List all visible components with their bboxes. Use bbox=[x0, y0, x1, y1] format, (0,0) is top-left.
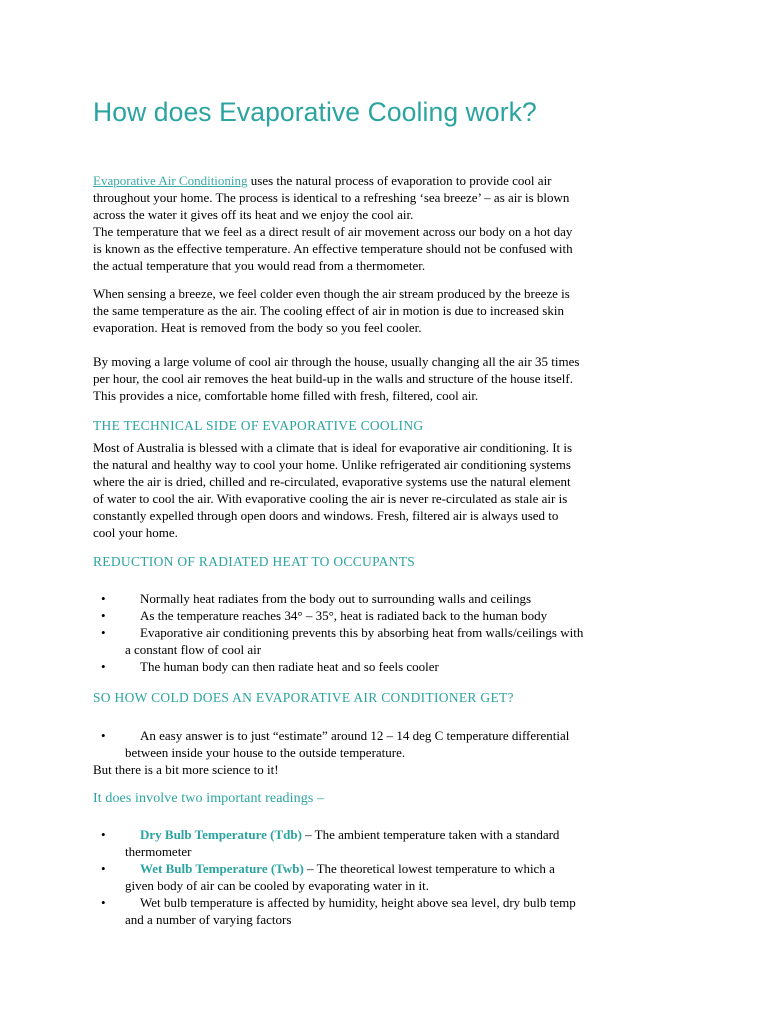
intro-line: The temperature that we feel as a direct result of air movement across our body on a hot day bbox=[93, 224, 573, 239]
how-cold-heading: SO HOW COLD DOES AN EVAPORATIVE AIR CONDITIONER GET? bbox=[93, 690, 514, 705]
technical-line: of water to cool the air. With evaporative cooling the air is never re-circulated as stale air is bbox=[93, 491, 568, 506]
wet-bulb-desc: – The theoretical lowest temperature to which a bbox=[303, 861, 555, 876]
radiated-heading: REDUCTION OF RADIATED HEAT TO OCCUPANTS bbox=[93, 554, 416, 569]
intro-line: is known as the effective temperature. An effective temperature should not be confused with bbox=[93, 241, 573, 256]
evaporative-ac-link[interactable]: Evaporative Air Conditioning bbox=[93, 173, 248, 188]
dry-bulb-desc: – The ambient temperature taken with a standard bbox=[301, 827, 560, 842]
bullet-icon: • bbox=[101, 827, 106, 842]
page-title: How does Evaporative Cooling work? bbox=[93, 97, 537, 127]
technical-line: the natural and healthy way to cool your home. Unlike refrigerated air conditioning systems bbox=[93, 457, 571, 472]
list-item bbox=[93, 826, 693, 860]
technical-line: where the air is dried, chilled and re-circulated, evaporative systems use the natural element bbox=[93, 474, 571, 489]
intro-line: across the water it gives off its heat and we enjoy the cool air. bbox=[93, 207, 414, 222]
bullet-text-continued: thermometer bbox=[125, 844, 192, 859]
bullet-icon: • bbox=[101, 608, 106, 623]
bullet-text bbox=[93, 826, 693, 843]
bullet-icon: • bbox=[101, 861, 106, 876]
readings-list bbox=[93, 826, 693, 928]
bullet-text: As the temperature reaches 34° – 35°, heat is radiated back to the human body bbox=[140, 608, 548, 623]
technical-heading: THE TECHNICAL SIDE OF EVAPORATIVE COOLING bbox=[93, 418, 424, 433]
bullet-icon: • bbox=[101, 728, 106, 743]
moving-line: By moving a large volume of cool air through the house, usually changing all the air 35 times bbox=[93, 354, 580, 369]
bullet-icon: • bbox=[101, 591, 106, 606]
technical-line: constantly expelled through open doors and windows. Fresh, filtered air is always used to bbox=[93, 508, 559, 523]
breeze-paragraph bbox=[93, 285, 683, 336]
list-item bbox=[93, 607, 693, 624]
intro-line: the actual temperature that you would read from a thermometer. bbox=[93, 258, 426, 273]
bullet-text: Evaporative air conditioning prevents this by absorbing heat from walls/ceilings with bbox=[140, 625, 584, 640]
breeze-line: the same temperature as the air. The cooling effect of air in motion is due to increased skin bbox=[93, 303, 564, 318]
wet-bulb-term: Wet Bulb Temperature (Twb) bbox=[140, 861, 304, 876]
list-item bbox=[93, 590, 693, 607]
bullet-text bbox=[93, 860, 693, 877]
bullet-text: Wet bulb temperature is affected by humidity, height above sea level, dry bulb temp bbox=[140, 895, 576, 910]
intro-line bbox=[93, 172, 683, 189]
bullet-text-continued: a constant flow of cool air bbox=[125, 642, 262, 657]
list-item bbox=[93, 727, 693, 761]
moving-air-paragraph bbox=[93, 353, 683, 404]
radiated-list bbox=[93, 590, 693, 675]
intro-paragraph bbox=[93, 172, 683, 274]
readings-heading: It does involve two important readings – bbox=[93, 791, 325, 806]
bullet-icon: • bbox=[101, 625, 106, 640]
science-line: But there is a bit more science to it! bbox=[93, 762, 279, 777]
list-item bbox=[93, 894, 693, 928]
breeze-line: evaporation. Heat is removed from the body so you feel cooler. bbox=[93, 320, 422, 335]
intro-line-text: uses the natural process of evaporation to provide cool air bbox=[247, 173, 552, 188]
bullet-text: An easy answer is to just “estimate” around 12 – 14 deg C temperature differential bbox=[140, 728, 570, 743]
moving-line: per hour, the cool air removes the heat build-up in the walls and structure of the house itself. bbox=[93, 371, 573, 386]
breeze-line: When sensing a breeze, we feel colder even though the air stream produced by the breeze is bbox=[93, 286, 570, 301]
list-item bbox=[93, 624, 693, 658]
how-cold-list bbox=[93, 727, 693, 761]
bullet-text-continued: between inside your house to the outside temperature. bbox=[125, 745, 406, 760]
bullet-text: Normally heat radiates from the body out to surrounding walls and ceilings bbox=[140, 591, 531, 606]
technical-line: cool your home. bbox=[93, 525, 178, 540]
moving-line: This provides a nice, comfortable home filled with fresh, filtered, cool air. bbox=[93, 388, 479, 403]
bullet-text-continued: and a number of varying factors bbox=[125, 912, 292, 927]
science-note bbox=[93, 761, 683, 778]
bullet-icon: • bbox=[101, 895, 106, 910]
technical-line: Most of Australia is blessed with a climate that is ideal for evaporative air conditioning. It is bbox=[93, 440, 573, 455]
intro-line: throughout your home. The process is identical to a refreshing ‘sea breeze’ – as air is blown bbox=[93, 190, 570, 205]
list-item bbox=[93, 860, 693, 894]
technical-paragraph bbox=[93, 439, 683, 541]
bullet-icon: • bbox=[101, 659, 106, 674]
bullet-text: The human body can then radiate heat and so feels cooler bbox=[140, 659, 439, 674]
dry-bulb-term: Dry Bulb Temperature (Tdb) bbox=[140, 827, 302, 842]
bullet-text-continued: given body of air can be cooled by evaporating water in it. bbox=[125, 878, 429, 893]
list-item bbox=[93, 658, 693, 675]
